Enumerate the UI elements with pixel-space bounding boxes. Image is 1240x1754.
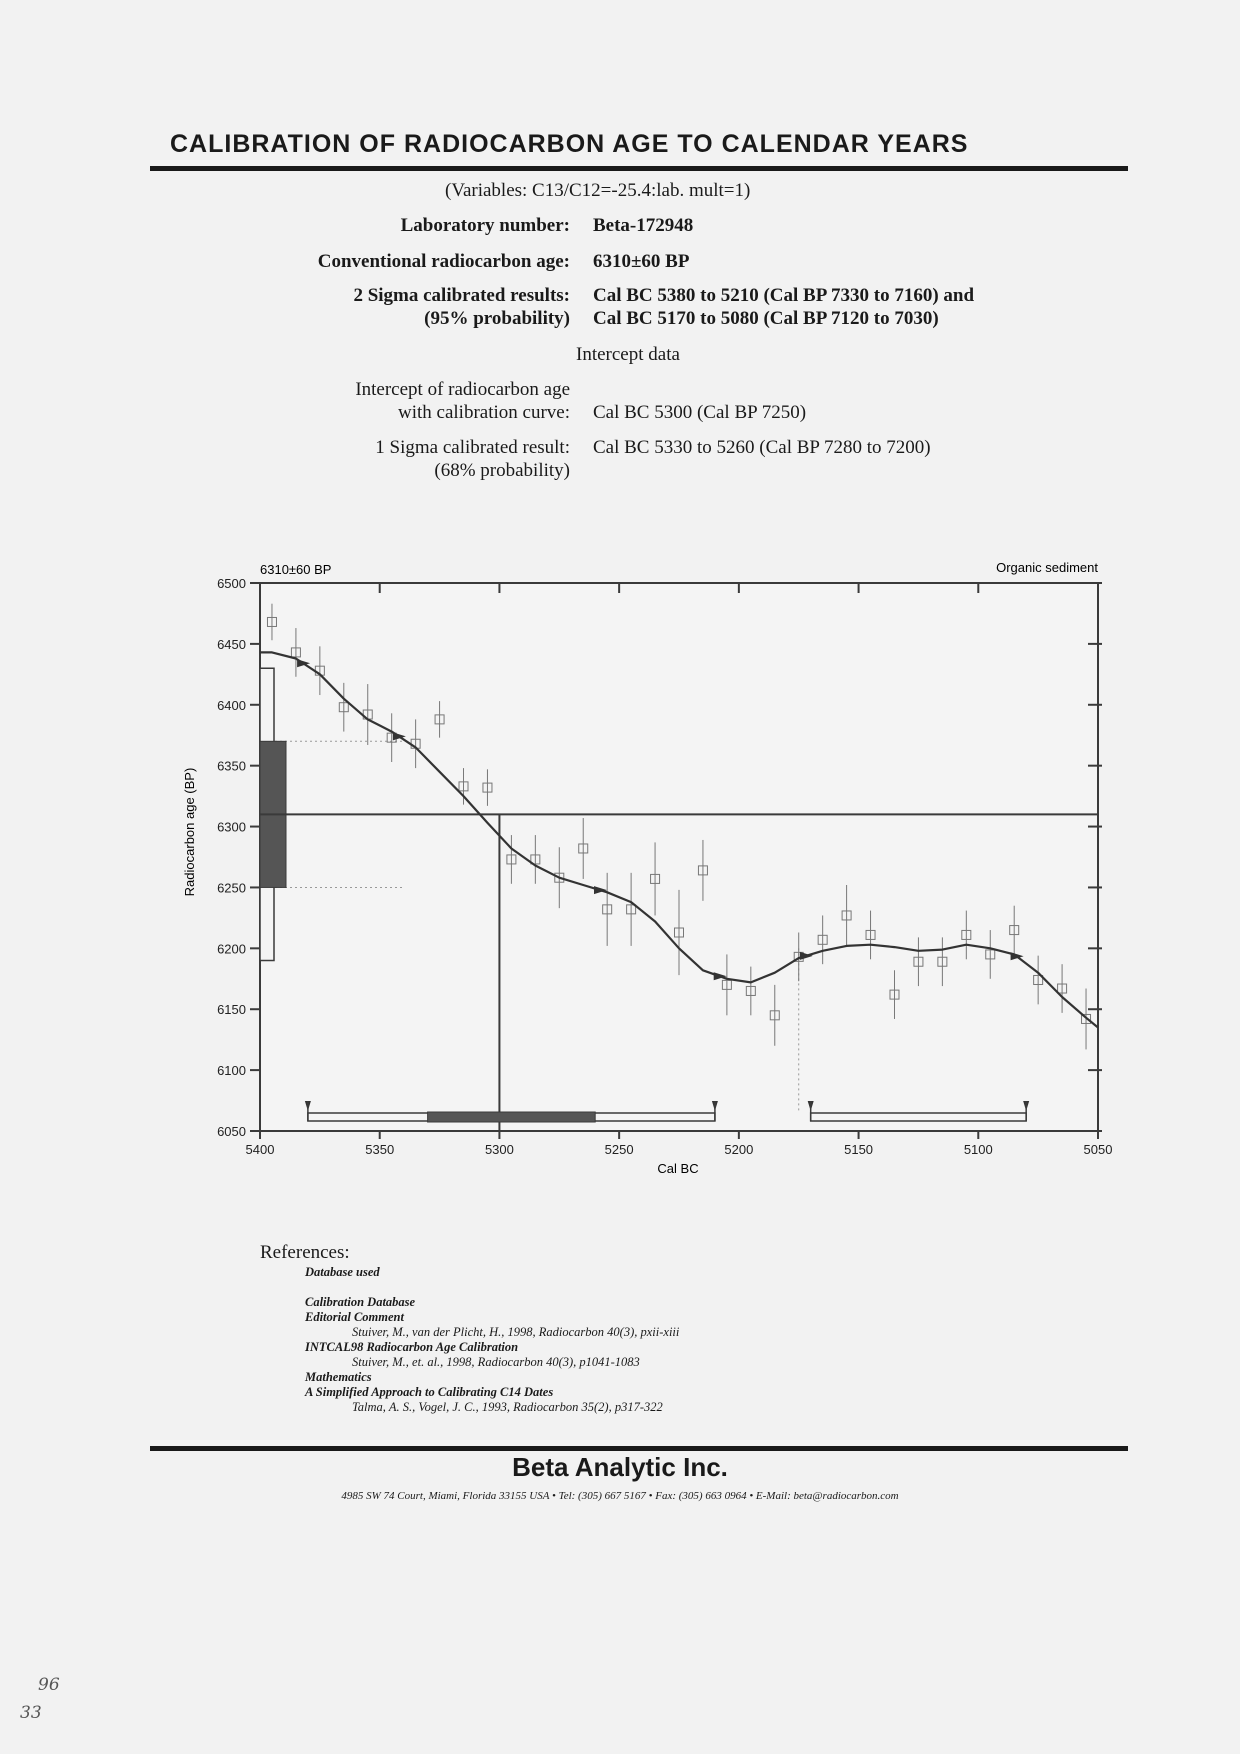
reference-line: Stuiver, M., et. al., 1998, Radiocarbon 40(3), p1041-1083	[352, 1355, 640, 1369]
y-tick-label: 6100	[217, 1063, 246, 1079]
reference-line: Editorial Comment	[305, 1310, 404, 1324]
y-tick-label: 6500	[217, 576, 246, 591]
x-tick-label: 5050	[1083, 1142, 1113, 1157]
reference-line: Calibration Database	[305, 1295, 416, 1309]
y-tick-label: 6450	[217, 636, 246, 652]
sigma2-label-1: 2 Sigma calibrated results:	[353, 285, 570, 306]
reference-line: Stuiver, M., van der Plicht, H., 1998, Radiocarbon 40(3), pxii-xiii	[352, 1325, 680, 1339]
sigma1-range-bar	[428, 1112, 596, 1122]
chart-x-label: Cal BC	[657, 1161, 699, 1176]
x-tick-label: 5400	[245, 1142, 275, 1157]
handwritten-mark-1: 96	[38, 1675, 60, 1695]
lab-number-label: Laboratory number:	[400, 215, 570, 236]
lab-number-value: Beta-172948	[593, 215, 694, 236]
reference-line	[305, 1280, 679, 1295]
y-tick-label: 6350	[217, 758, 246, 774]
x-tick-label: 5250	[604, 1142, 634, 1157]
plot-frame	[260, 583, 1098, 1131]
chart-corner-right: Organic sediment	[996, 560, 1098, 575]
intercept-heading: Intercept data	[576, 344, 680, 365]
sigma2-value-2: Cal BC 5170 to 5080 (Cal BP 7120 to 7030)	[593, 308, 939, 329]
sigma1-value: Cal BC 5330 to 5260 (Cal BP 7280 to 7200)	[593, 437, 931, 458]
conventional-age-label: Conventional radiocarbon age:	[317, 251, 570, 272]
y-tick-label: 6250	[217, 880, 246, 896]
sigma1-label-1: 1 Sigma calibrated result:	[375, 437, 570, 458]
reference-line: INTCAL98 Radiocarbon Age Calibration	[305, 1340, 519, 1354]
reference-line: Talma, A. S., Vogel, J. C., 1993, Radiocarbon 35(2), p317-322	[352, 1400, 663, 1414]
intercept-label-1: Intercept of radiocarbon age	[355, 379, 570, 400]
intercept-label-2: with calibration curve:	[398, 402, 570, 423]
references-section	[260, 1242, 679, 1415]
y-tick-label: 6150	[217, 1002, 246, 1018]
reference-line: Mathematics	[305, 1370, 372, 1384]
sigma2-value-1: Cal BC 5380 to 5210 (Cal BP 7330 to 7160) and	[593, 285, 975, 306]
conventional-age-value: 6310±60 BP	[593, 251, 690, 272]
chart-corner-left: 6310±60 BP	[260, 562, 332, 577]
chart-y-label: Radiocarbon age (BP)	[182, 767, 197, 897]
intercept-value: Cal BC 5300 (Cal BP 7250)	[593, 402, 807, 423]
references-heading: References:	[260, 1242, 350, 1263]
y-tick-label: 6400	[217, 697, 246, 713]
y-tick-label: 6050	[217, 1124, 246, 1139]
x-tick-label: 5150	[844, 1142, 874, 1157]
sigma2-range-bar	[811, 1113, 1026, 1121]
handwritten-mark-2: 33	[20, 1703, 42, 1723]
variables-text: (Variables: C13/C12=-25.4:lab. mult=1)	[445, 180, 751, 201]
reference-line: Database used	[305, 1265, 380, 1279]
references-list	[305, 1265, 679, 1415]
y-tick-label: 6300	[217, 819, 246, 835]
y-tick-label: 6200	[217, 941, 246, 957]
x-tick-label: 5100	[963, 1142, 993, 1157]
footer-rule	[150, 1446, 1128, 1451]
x-tick-label: 5350	[365, 1142, 395, 1157]
sigma2-label-2: (95% probability)	[424, 308, 570, 329]
x-tick-label: 5300	[484, 1142, 514, 1157]
company-address: 4985 SW 74 Court, Miami, Florida 33155 USA • Tel: (305) 667 5167 • Fax: (305) 663 0964 • E-Mail: beta@radiocarbon.com	[341, 1490, 899, 1502]
page-title: CALIBRATION OF RADIOCARBON AGE TO CALENDAR YEARS	[170, 130, 969, 158]
company-name: Beta Analytic Inc.	[512, 1452, 728, 1482]
reference-line: A Simplified Approach to Calibrating C14 Dates	[305, 1385, 554, 1399]
x-tick-label: 5200	[724, 1142, 754, 1157]
sigma1-label-2: (68% probability)	[434, 460, 570, 481]
